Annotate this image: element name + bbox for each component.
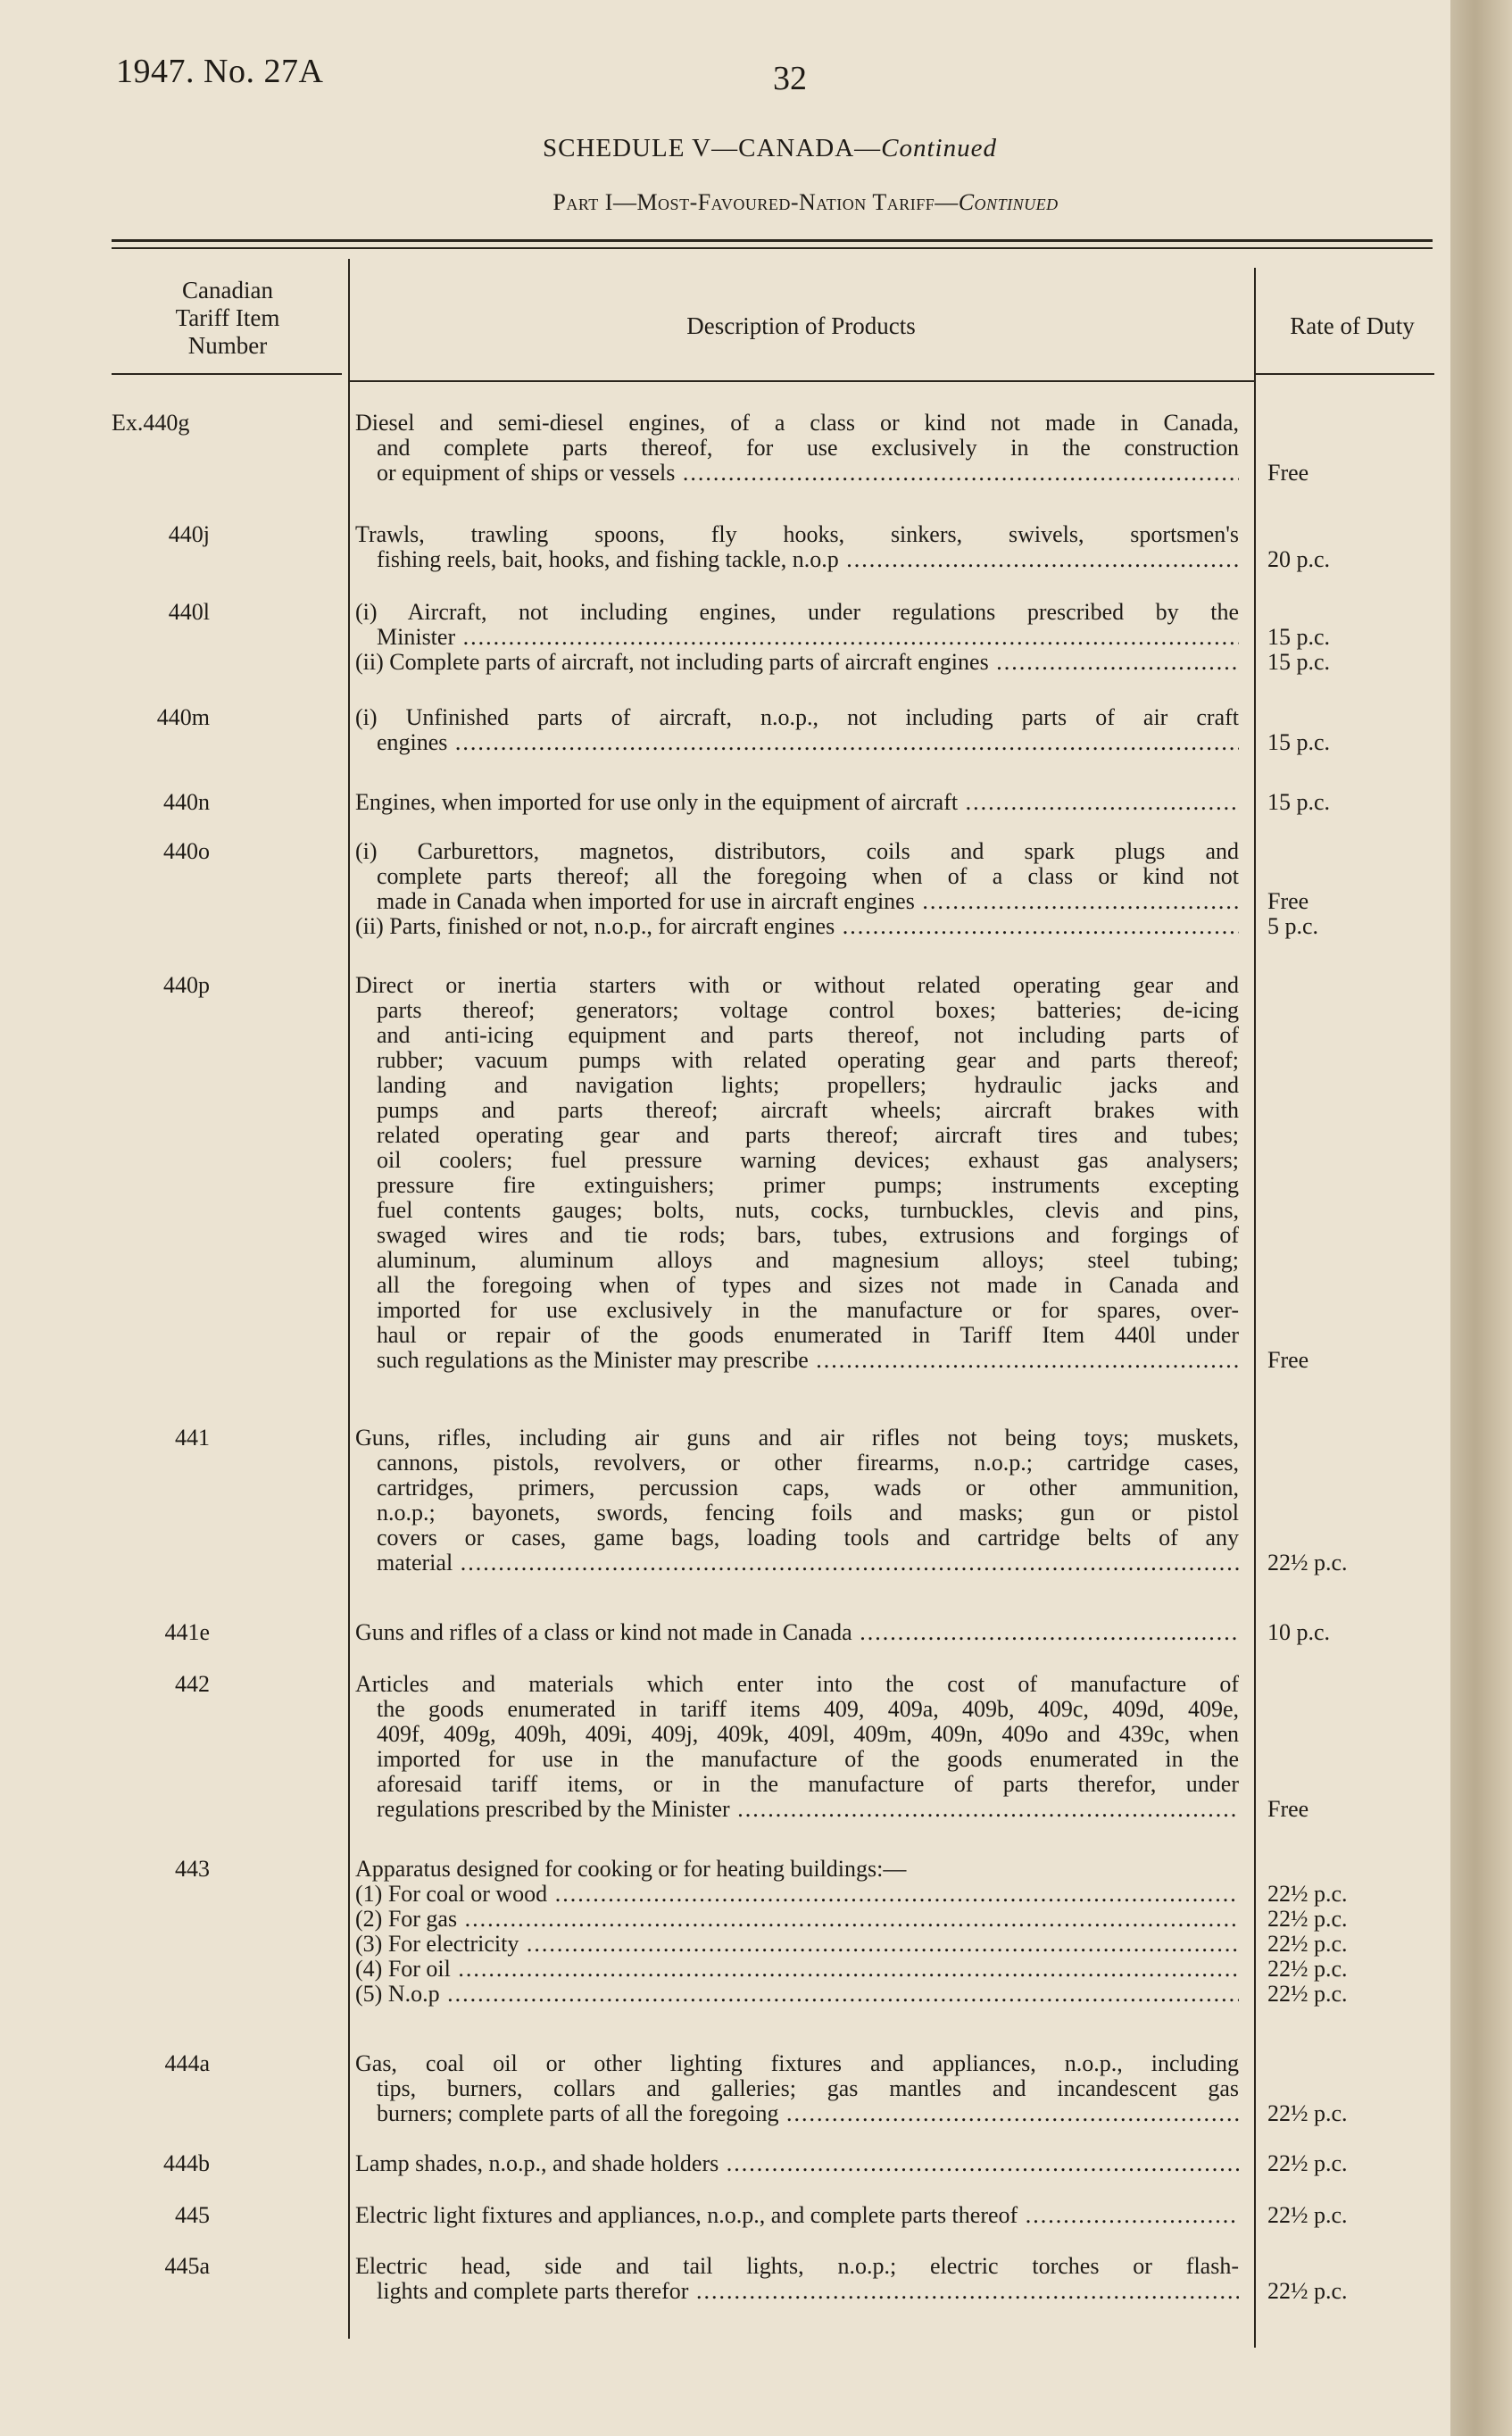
tariff-item-number: 440m bbox=[156, 704, 210, 730]
product-description bbox=[355, 411, 1239, 486]
description-line: (ii) Complete parts of aircraft, not including parts of aircraft engines ..... bbox=[355, 650, 1239, 675]
product-description bbox=[355, 973, 1239, 1373]
column-header-rate: Rate of Duty bbox=[1290, 312, 1415, 339]
rate-value: 22½ p.c. bbox=[1267, 1906, 1348, 1932]
schedule-title-continued: Continued bbox=[881, 134, 997, 162]
product-description bbox=[355, 522, 1239, 572]
description-line: Electric head, side and tail lights, n.o.p.; electric torches or flash- bbox=[355, 2254, 1239, 2279]
rate-value bbox=[1267, 1073, 1437, 1098]
description-line: Diesel and semi-diesel engines, of a class or kind not made in Canada, bbox=[355, 411, 1239, 436]
rate-value: 22½ p.c. bbox=[1267, 1981, 1348, 2007]
tariff-item-number: 442 bbox=[175, 1671, 210, 1697]
column-header-number-line: Number bbox=[187, 332, 268, 359]
description-line: Electric light fixtures and appliances, n.o.p., and complete parts thereof ..... bbox=[355, 2203, 1239, 2228]
product-description bbox=[355, 1672, 1239, 1822]
rate-value bbox=[1267, 1697, 1437, 1722]
rate-value bbox=[1267, 1451, 1437, 1476]
rate-value: 22½ p.c. bbox=[1267, 1550, 1348, 1576]
description-line: all the foregoing when of types and sizes not made in Canada and bbox=[377, 1273, 1239, 1298]
rate-value: 22½ p.c. bbox=[1267, 2278, 1348, 2304]
description-line: (5) N.o.p ..... bbox=[355, 1982, 1239, 2007]
column-divider-left bbox=[348, 259, 350, 2339]
description-line: fishing reels, bait, hooks, and fishing tackle, n.o.p ..... bbox=[355, 547, 1239, 572]
rate-value bbox=[1267, 600, 1437, 625]
rate-value bbox=[1267, 1048, 1437, 1073]
description-line: such regulations as the Minister may prescribe ..... bbox=[355, 1348, 1239, 1373]
description-line: (1) For coal or wood ..... bbox=[355, 1882, 1239, 1907]
rate-of-duty bbox=[1267, 839, 1437, 939]
description-line: and complete parts thereof, for use exclusively in the construction bbox=[377, 436, 1239, 461]
rate-value bbox=[1267, 1198, 1437, 1223]
header-rule-thin bbox=[112, 247, 1433, 249]
description-line: covers or cases, game bags, loading tools and cartridge belts of any bbox=[377, 1526, 1239, 1551]
rate-value: 22½ p.c. bbox=[1267, 2100, 1348, 2126]
description-line: Guns and rifles of a class or kind not made in Canada ..... bbox=[355, 1620, 1239, 1645]
description-line: haul or repair of the goods enumerated in Tariff Item 440l under bbox=[377, 1323, 1239, 1348]
rate-value bbox=[1267, 1426, 1437, 1451]
description-line: Minister ..... bbox=[355, 625, 1239, 650]
rate-value bbox=[1267, 864, 1437, 889]
rate-value: 22½ p.c. bbox=[1267, 2202, 1348, 2228]
part-subtitle-continued: Continued bbox=[958, 189, 1059, 215]
description-line: Lamp shades, n.o.p., and shade holders ..... bbox=[355, 2151, 1239, 2176]
description-line: imported for use in the manufacture of the goods enumerated in the bbox=[377, 1747, 1239, 1772]
rate-value bbox=[1267, 1098, 1437, 1123]
rate-value bbox=[1267, 1476, 1437, 1501]
description-line: Trawls, trawling spoons, fly hooks, sinkers, swivels, sportsmen's bbox=[355, 522, 1239, 547]
product-description bbox=[355, 1857, 1239, 2007]
part-subtitle bbox=[0, 189, 1450, 216]
rate-value: 15 p.c. bbox=[1267, 649, 1331, 675]
rate-value bbox=[1267, 1526, 1437, 1551]
rate-of-duty bbox=[1267, 2203, 1437, 2228]
description-line: Gas, coal oil or other lighting fixtures and appliances, n.o.p., including bbox=[355, 2051, 1239, 2076]
year-and-number: 1947. No. 27A bbox=[116, 53, 324, 90]
rate-value bbox=[1267, 1857, 1437, 1882]
description-line: Guns, rifles, including air guns and air rifles not being toys; muskets, bbox=[355, 1426, 1239, 1451]
column-divider-right bbox=[1254, 268, 1256, 2348]
product-description bbox=[355, 2051, 1239, 2126]
rate-of-duty bbox=[1267, 1620, 1437, 1645]
schedule-title bbox=[0, 134, 1450, 163]
description-line: related operating gear and parts thereof; aircraft tires and tubes; bbox=[377, 1123, 1239, 1148]
rate-value: 10 p.c. bbox=[1267, 1619, 1331, 1645]
tariff-item-number: 445 bbox=[175, 2202, 210, 2228]
description-line: burners; complete parts of all the foregoing ..... bbox=[355, 2101, 1239, 2126]
description-line: and anti-icing equipment and parts thereof, not including parts of bbox=[377, 1023, 1239, 1048]
rate-of-duty bbox=[1267, 973, 1437, 1373]
rate-value bbox=[1267, 2051, 1437, 2076]
rate-value: 22½ p.c. bbox=[1267, 1956, 1348, 1982]
description-line: parts thereof; generators; voltage control boxes; batteries; de-icing bbox=[377, 998, 1239, 1023]
rate-of-duty bbox=[1267, 2254, 1437, 2304]
description-line: n.o.p.; bayonets, swords, fencing foils and masks; gun or pistol bbox=[377, 1501, 1239, 1526]
product-description bbox=[355, 600, 1239, 675]
description-line: material ..... bbox=[355, 1551, 1239, 1576]
description-line: cartridges, primers, percussion caps, wads or other ammunition, bbox=[377, 1476, 1239, 1501]
product-description bbox=[355, 1620, 1239, 1645]
description-line: rubber; vacuum pumps with related operating gear and parts thereof; bbox=[377, 1048, 1239, 1073]
rate-value: 22½ p.c. bbox=[1267, 1881, 1348, 1907]
description-line: Apparatus designed for cooking or for heating buildings:— bbox=[355, 1857, 907, 1882]
rate-value bbox=[1267, 1722, 1437, 1747]
rate-value: 15 p.c. bbox=[1267, 624, 1331, 650]
rate-value bbox=[1267, 973, 1437, 998]
rate-of-duty bbox=[1267, 1857, 1437, 2007]
description-line: (i) Carburettors, magnetos, distributors, coils and spark plugs and bbox=[355, 839, 1239, 864]
page-number: 32 bbox=[773, 60, 807, 97]
rate-of-duty bbox=[1267, 705, 1437, 755]
product-description bbox=[355, 2254, 1239, 2304]
part-subtitle-main: Part I—Most-Favoured-Nation Tariff— bbox=[552, 189, 959, 215]
rate-value bbox=[1267, 1298, 1437, 1323]
rate-value bbox=[1267, 705, 1437, 730]
rate-value bbox=[1267, 1273, 1437, 1298]
product-description bbox=[355, 839, 1239, 939]
rate-of-duty bbox=[1267, 411, 1437, 486]
rate-value bbox=[1267, 998, 1437, 1023]
rate-value bbox=[1267, 1323, 1437, 1348]
rate-value bbox=[1267, 1173, 1437, 1198]
rate-of-duty bbox=[1267, 600, 1437, 675]
rate-value bbox=[1267, 1772, 1437, 1797]
rate-of-duty bbox=[1267, 2151, 1437, 2176]
header-underline-description bbox=[350, 380, 1254, 382]
rate-value bbox=[1267, 522, 1437, 547]
description-line: Articles and materials which enter into the cost of manufacture of bbox=[355, 1672, 1239, 1697]
description-line: imported for use exclusively in the manufacture or for spares, over- bbox=[377, 1298, 1239, 1323]
rate-value: 22½ p.c. bbox=[1267, 1931, 1348, 1957]
rate-value bbox=[1267, 1747, 1437, 1772]
description-line: aforesaid tariff items, or in the manufacture of parts therefor, under bbox=[377, 1772, 1239, 1797]
column-header-number bbox=[112, 277, 344, 360]
description-line: the goods enumerated in tariff items 409, 409a, 409b, 409c, 409d, 409e, bbox=[377, 1697, 1239, 1722]
rate-value: 5 p.c. bbox=[1267, 913, 1319, 939]
rate-of-duty bbox=[1267, 1426, 1437, 1576]
tariff-item-number: 440n bbox=[163, 789, 210, 815]
rate-value bbox=[1267, 411, 1437, 436]
rate-value bbox=[1267, 2076, 1437, 2101]
tariff-item-number: 440o bbox=[163, 838, 210, 864]
rate-value: 15 p.c. bbox=[1267, 789, 1331, 815]
tariff-item-number: 444b bbox=[163, 2150, 210, 2176]
description-line: or equipment of ships or vessels ..... bbox=[355, 461, 1239, 486]
column-header-description: Description of Products bbox=[686, 312, 916, 339]
product-description bbox=[355, 2151, 1239, 2176]
tariff-item-number: 444a bbox=[164, 2050, 210, 2076]
description-line: Engines, when imported for use only in the equipment of aircraft ..... bbox=[355, 790, 1239, 815]
description-line: cannons, pistols, revolvers, or other firearms, n.o.p.; cartridge cases, bbox=[377, 1451, 1239, 1476]
rate-value bbox=[1267, 1023, 1437, 1048]
rate-of-duty bbox=[1267, 522, 1437, 572]
rate-value: 15 p.c. bbox=[1267, 729, 1331, 755]
tariff-item-number: Ex.440g bbox=[112, 410, 190, 436]
description-line: pumps and parts thereof; aircraft wheels; aircraft brakes with bbox=[377, 1098, 1239, 1123]
description-line: tips, burners, collars and galleries; gas mantles and incandescent gas bbox=[377, 2076, 1239, 2101]
rate-of-duty bbox=[1267, 790, 1437, 815]
rate-value bbox=[1267, 1248, 1437, 1273]
description-line: (i) Aircraft, not including engines, under regulations prescribed by the bbox=[355, 600, 1239, 625]
description-line: (i) Unfinished parts of aircraft, n.o.p., not including parts of air craft bbox=[355, 705, 1239, 730]
book-spine bbox=[1450, 0, 1512, 2436]
description-line: swaged wires and tie rods; bars, tubes, extrusions and forgings of bbox=[377, 1223, 1239, 1248]
rate-value: Free bbox=[1267, 1347, 1309, 1373]
description-line: (ii) Parts, finished or not, n.o.p., for aircraft engines ..... bbox=[355, 914, 1239, 939]
description-line: engines ..... bbox=[355, 730, 1239, 755]
product-description bbox=[355, 705, 1239, 755]
description-line: (4) For oil ..... bbox=[355, 1957, 1239, 1982]
rate-value bbox=[1267, 1672, 1437, 1697]
rate-value: 22½ p.c. bbox=[1267, 2150, 1348, 2176]
rate-value bbox=[1267, 1223, 1437, 1248]
tariff-item-number: 440p bbox=[163, 972, 210, 998]
description-line: complete parts thereof; all the foregoing when of a class or kind not bbox=[377, 864, 1239, 889]
description-line: Direct or inertia starters with or without related operating gear and bbox=[355, 973, 1239, 998]
rate-value bbox=[1267, 436, 1437, 461]
description-line: regulations prescribed by the Minister ..... bbox=[355, 1797, 1239, 1822]
column-header-number-line: Tariff Item bbox=[175, 304, 280, 331]
schedule-title-main: SCHEDULE V—CANADA— bbox=[542, 134, 882, 162]
rate-value bbox=[1267, 1148, 1437, 1173]
description-line: (3) For electricity ..... bbox=[355, 1932, 1239, 1957]
rate-value: Free bbox=[1267, 460, 1309, 486]
tariff-item-number: 443 bbox=[175, 1856, 210, 1882]
header-underline-number bbox=[112, 373, 342, 375]
rate-value bbox=[1267, 839, 1437, 864]
product-description bbox=[355, 1426, 1239, 1576]
header-rule-thick bbox=[112, 239, 1433, 242]
tariff-item-number: 441e bbox=[164, 1619, 210, 1645]
description-line: (2) For gas ..... bbox=[355, 1907, 1239, 1932]
rate-value bbox=[1267, 1123, 1437, 1148]
rate-of-duty bbox=[1267, 2051, 1437, 2126]
rate-value: Free bbox=[1267, 888, 1309, 914]
tariff-item-number: 441 bbox=[175, 1425, 210, 1451]
rate-value bbox=[1267, 1501, 1437, 1526]
rate-value: 20 p.c. bbox=[1267, 546, 1331, 572]
description-line: made in Canada when imported for use in aircraft engines ..... bbox=[355, 889, 1239, 914]
tariff-item-number: 440j bbox=[168, 521, 210, 547]
description-line: pressure fire extinguishers; primer pumps; instruments excepting bbox=[377, 1173, 1239, 1198]
description-line: 409f, 409g, 409h, 409i, 409j, 409k, 409l, 409m, 409n, 409o and 439c, when bbox=[377, 1722, 1239, 1747]
description-line: fuel contents gauges; bolts, nuts, cocks, turnbuckles, clevis and pins, bbox=[377, 1198, 1239, 1223]
rate-value bbox=[1267, 2254, 1437, 2279]
tariff-item-number: 440l bbox=[168, 599, 210, 625]
column-header-number-line: Canadian bbox=[182, 277, 273, 303]
product-description bbox=[355, 2203, 1239, 2228]
rate-value: Free bbox=[1267, 1796, 1309, 1822]
product-description bbox=[355, 790, 1239, 815]
rate-of-duty bbox=[1267, 1672, 1437, 1822]
description-line: lights and complete parts therefor ..... bbox=[355, 2279, 1239, 2304]
description-line: landing and navigation lights; propellers; hydraulic jacks and bbox=[377, 1073, 1239, 1098]
description-line: oil coolers; fuel pressure warning devices; exhaust gas analysers; bbox=[377, 1148, 1239, 1173]
tariff-item-number: 445a bbox=[164, 2253, 210, 2279]
header-underline-rate bbox=[1256, 373, 1434, 375]
description-line: aluminum, aluminum alloys and magnesium alloys; steel tubing; bbox=[377, 1248, 1239, 1273]
